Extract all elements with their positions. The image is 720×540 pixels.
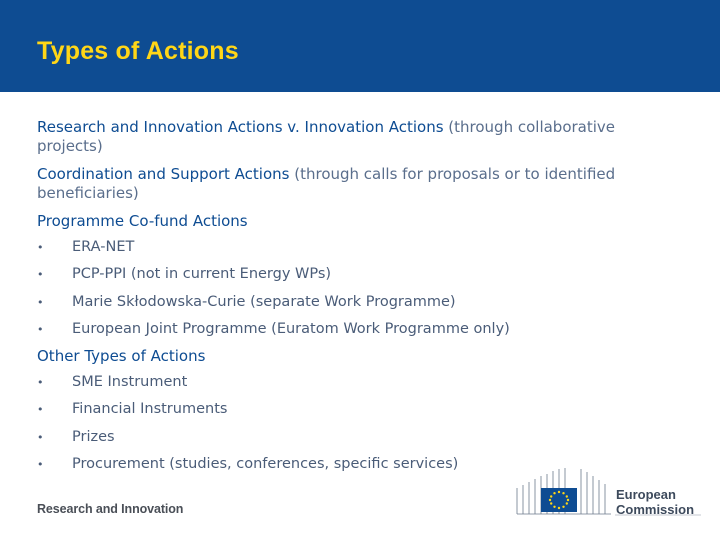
list-item bbox=[37, 293, 677, 312]
bullet-icon: • bbox=[37, 295, 44, 309]
list-item-text: European Joint Programme (Euratom Work Programme only) bbox=[72, 320, 510, 337]
bullet-icon: • bbox=[37, 268, 44, 282]
list-item-text: PCP-PPI (not in current Energy WPs) bbox=[72, 266, 332, 283]
other-types-heading: Other Types of Actions bbox=[37, 347, 206, 366]
coordination-support-actions-label: Coordination and Support Actions bbox=[37, 165, 290, 183]
slide-header bbox=[0, 0, 720, 92]
slide-content bbox=[37, 118, 677, 482]
list-item-text: Financial Instruments bbox=[72, 401, 228, 418]
bullet-icon: • bbox=[37, 241, 44, 254]
slide-title: Types of Actions bbox=[37, 37, 239, 65]
list-item bbox=[37, 320, 677, 339]
bullet-icon: • bbox=[37, 403, 44, 417]
bullet-icon: • bbox=[37, 376, 44, 390]
list-item bbox=[37, 428, 677, 447]
list-item-text: Procurement (studies, conferences, specific services) bbox=[72, 456, 459, 473]
cofund-list bbox=[37, 238, 677, 339]
research-innovation-actions-label: Research and Innovation Actions v. Innovation Actions bbox=[37, 118, 444, 136]
european-commission-wordmark bbox=[616, 487, 694, 517]
wordmark-line-2: Commission bbox=[616, 502, 695, 517]
list-item-text: ERA-NET bbox=[72, 239, 135, 255]
wordmark-line-1: European bbox=[616, 487, 676, 502]
list-item bbox=[37, 265, 677, 284]
research-innovation-actions-paragraph bbox=[37, 118, 677, 156]
list-item-text: Marie Skłodowska-Curie (separate Work Programme) bbox=[72, 293, 456, 310]
coordination-support-actions-note: (through calls for proposals or to identified beneficiaries) bbox=[37, 165, 616, 202]
research-innovation-actions-note: (through collaborative projects) bbox=[37, 118, 616, 155]
list-item bbox=[37, 373, 677, 392]
list-item-text: Prizes bbox=[72, 428, 115, 445]
cofund-heading: Programme Co-fund Actions bbox=[37, 212, 248, 230]
list-item bbox=[37, 400, 677, 419]
other-types-list bbox=[37, 373, 677, 474]
footer-research-innovation: Research and Innovation bbox=[37, 502, 184, 516]
coordination-support-actions-paragraph bbox=[37, 165, 677, 203]
bullet-icon: • bbox=[37, 430, 44, 444]
list-item-text: SME Instrument bbox=[72, 374, 188, 391]
bullet-icon: • bbox=[37, 322, 44, 336]
list-item bbox=[37, 238, 677, 257]
bullet-icon: • bbox=[37, 458, 44, 472]
